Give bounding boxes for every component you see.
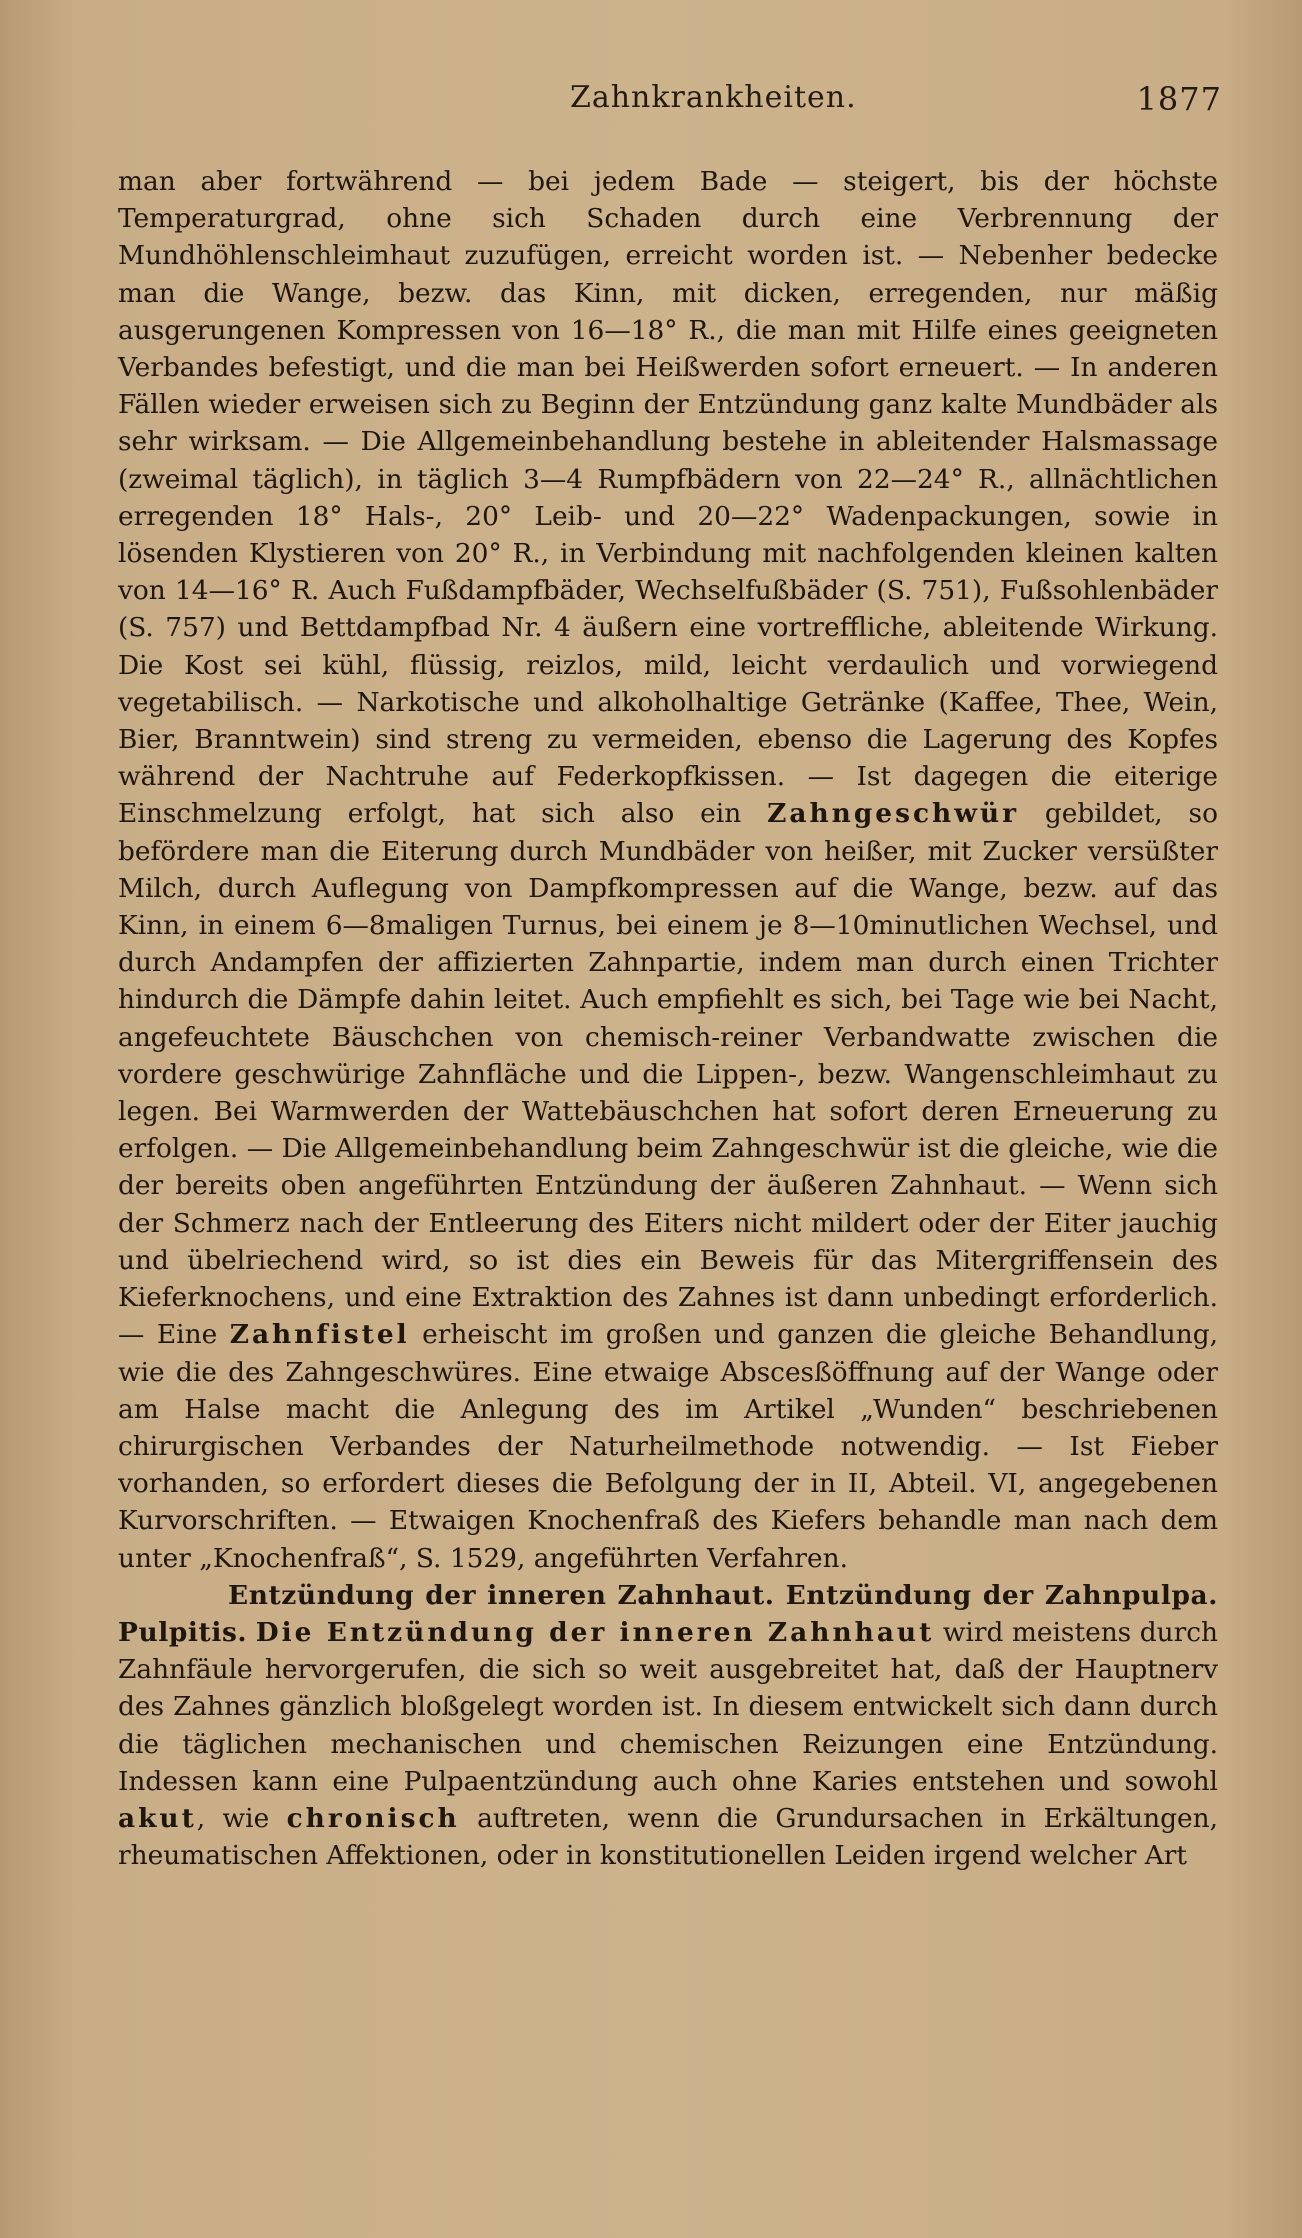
term-zahngeschwuer: Zahngeschwür bbox=[767, 798, 1020, 830]
section-heading: Entzündung der inneren Zahnhaut. Entzündung der Zahnpulpa. Pulpitis. bbox=[118, 1579, 1218, 1648]
body-text bbox=[118, 163, 1218, 1874]
paragraph-pulpitis bbox=[118, 1577, 1218, 1875]
paragraph-treatment bbox=[118, 163, 1218, 1577]
page-header bbox=[118, 80, 1222, 130]
term-akut: akut bbox=[118, 1802, 197, 1834]
paragraph-text: erheischt im großen und ganzen die gleiche Behandlung, wie die des Zahngeschwüres. Eine etwaige Abscesßöffnung auf der Wange oder am Halse macht die Anlegung des im Artikel „Wunden“ beschriebenen chirurgischen Verbandes der Naturheilmethode notwendig. — Ist Fieber vorhanden, so erfordert dieses die Befolgung der in II, Abteil. VI, angegebenen Kurvorschriften. — Etwaigen Knochenfraß des Kiefers behandle man nach dem unter „Knochenfraß“, S. 1529, angeführten Verfahren. bbox=[118, 1319, 1218, 1574]
paragraph-text: , wie bbox=[196, 1802, 270, 1834]
running-head: Zahnkrankheiten. bbox=[570, 80, 857, 115]
paragraph-text: wird meistens durch Zahnfäule hervorgerufen, die sich so weit ausgebreitet hat, daß der Hauptnerv des Zahnes gänzlich bloßgelegt worden ist. In diesem entwickelt sich dann durch die täglichen mechanischen und chemischen Reizungen eine Entzündung. Indessen kann eine Pulpaentzündung auch ohne Karies entstehen und sowohl bbox=[118, 1616, 1219, 1797]
paragraph-text: auftreten, wenn die Grundursachen in Erkältungen, rheumatischen Affektionen, oder in konstitutionellen Leiden irgend welcher Art bbox=[118, 1802, 1219, 1872]
paragraph-text: man aber fortwährend — bei jedem Bade — steigert, bis der höchste Temperaturgrad, ohne sich Schaden durch eine Verbrennung der Mundhöhlenschleimhaut zuzufügen, erreicht worden ist. — Nebenher bedecke man die Wange, bezw. das Kinn, mit dicken, erregenden, nur mäßig ausgerungenen Kompressen von 16—18° R., die man mit Hilfe eines geeigneten Verbandes befestigt, und die man bei Heißwerden sofort erneuert. — In anderen Fällen wieder erweisen sich zu Beginn der Entzündung ganz kalte Mundbäder als sehr wirksam. — Die Allgemeinbehandlung bestehe in ableitender Halsmassage (zweimal täglich), in täglich 3—4 Rumpfbädern von 22—24° R., allnächtlichen erregenden 18° Hals-, 20° Leib- und 20—22° Wadenpackungen, sowie in lösenden Klystieren von 20° R., in Verbindung mit nachfolgenden kleinen kalten von 14—16° R. Auch Fußdampfbäder, Wechselfußbäder (S. 751), Fußsohlenbäder (S. 757) und Bettdampfbad Nr. 4 äußern eine vortreffliche, ableitende Wirkung. Die Kost sei kühl, flüssig, reizlos, mild, leicht verdaulich und vorwiegend vegetabilisch. — Narkotische und alkoholhaltige Getränke (Kaffee, Thee, Wein, Bier, Branntwein) sind streng zu vermeiden, ebenso die Lagerung des Kopfes während der Nachtruhe auf Federkopfkissen. — Ist dagegen die eiterige Einschmelzung erfolgt, hat sich also ein bbox=[118, 166, 1218, 830]
term-zahnfistel: Zahnfistel bbox=[229, 1319, 410, 1351]
paragraph-text: gebildet, so befördere man die Eiterung durch Mundbäder von heißer, mit Zucker versüßter Milch, durch Auflegung von Dampfkompressen auf die Wange, bezw. auf das Kinn, in einem 6—8maligen Turnus, bei einem je 8—10minutlichen Wechsel, und durch Andampfen der affizierten Zahnpartie, indem man durch einen Trichter hindurch die Dämpfe dahin leitet. Auch empfiehlt es sich, bei Tage wie bei Nacht, angefeuchtete Bäuschchen von chemisch-reiner Verbandwatte zwischen die vordere geschwürige Zahnfläche und die Lippen-, bezw. Wangenschleimhaut zu legen. Bei Warmwerden der Wattebäuschchen hat sofort deren Erneuerung zu erfolgen. — Die Allgemeinbehandlung beim Zahngeschwür ist die gleiche, wie die der bereits oben angeführten Entzündung der äußeren Zahnhaut. — Wenn sich der Schmerz nach der Entleerung des Eiters nicht mildert oder der Eiter jauchig und übelriechend wird, so ist dies ein Beweis für das Mitergriffensein des Kieferknochens, und eine Extraktion des Zahnes ist dann unbedingt erforderlich. — Eine bbox=[118, 798, 1218, 1351]
term-innere-zahnhaut: Die Entzündung der inneren Zahnhaut bbox=[255, 1616, 935, 1648]
page-number: 1877 bbox=[1136, 80, 1222, 118]
term-chronisch: chronisch bbox=[286, 1802, 460, 1834]
